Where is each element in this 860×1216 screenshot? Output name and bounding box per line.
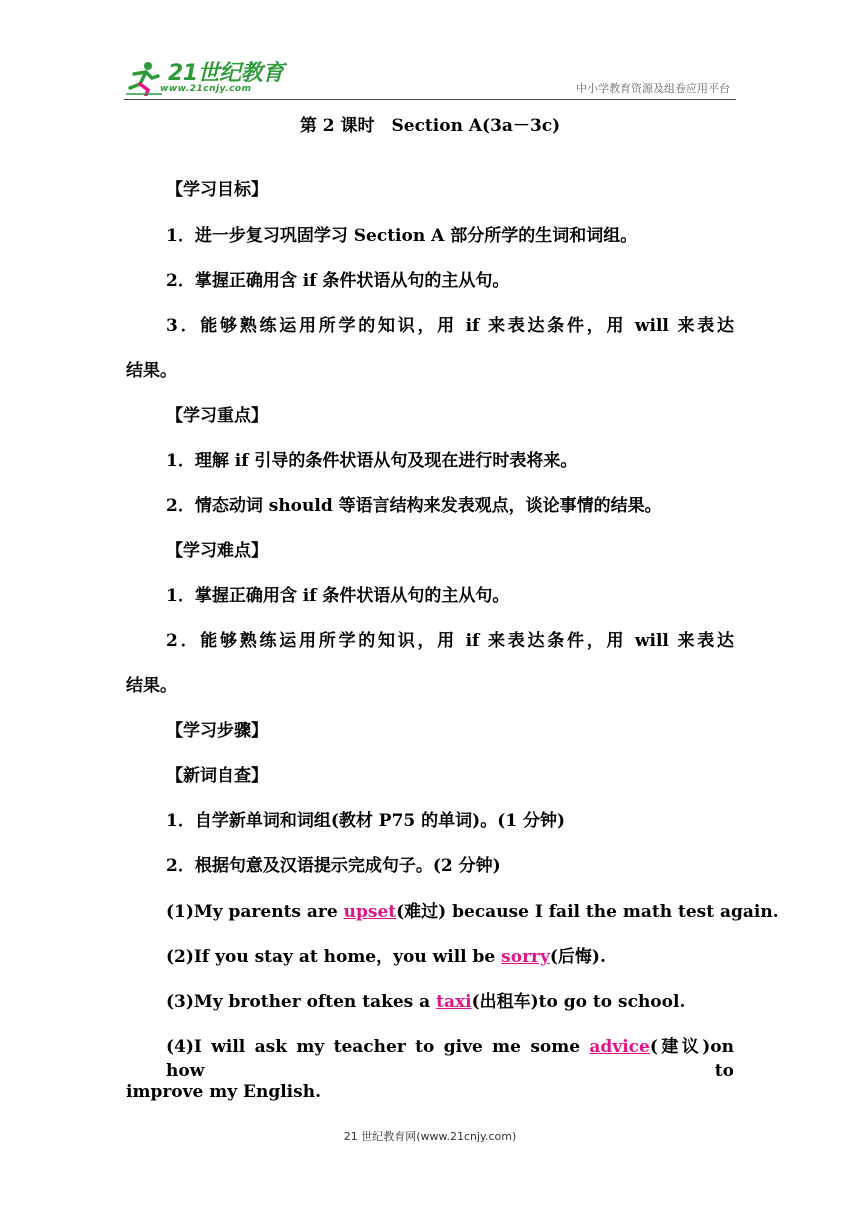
header-tagline: 中小学教育资源及组卷应用平台	[576, 82, 730, 95]
exercise-2-answer: sorry	[501, 947, 550, 967]
key-points-heading: 【学习重点】	[166, 406, 268, 426]
exercise-4-answer: advice	[589, 1037, 650, 1057]
exercise-2	[166, 945, 606, 969]
difficulty-item-2-cont: 结果。	[126, 676, 177, 696]
difficulty-item-1: 1．掌握正确用含 if 条件状语从句的主从句。	[166, 586, 510, 606]
goal-item-3-cont: 结果。	[126, 361, 177, 381]
step-item-2: 2．根据句意及汉语提示完成句子。(2 分钟)	[166, 856, 501, 876]
goal-item-2: 2．掌握正确用含 if 条件状语从句的主从句。	[166, 271, 510, 291]
exercise-3-suffix: (出租车)to go to school.	[471, 992, 686, 1012]
step-item-1: 1．自学新单词和词组(教材 P75 的单词)。(1 分钟)	[166, 811, 566, 831]
exercise-4	[166, 1035, 734, 1083]
exercise-2-prefix: (2)If you stay at home，you will be	[166, 947, 502, 967]
new-words-heading: 【新词自查】	[166, 766, 268, 786]
exercise-3-prefix: (3)My brother often takes a	[166, 992, 437, 1012]
difficulties-heading: 【学习难点】	[166, 541, 268, 561]
running-figure-icon	[124, 60, 164, 96]
exercise-1-prefix: (1)My parents are	[166, 902, 344, 922]
exercise-4-suffix: (建议)on how to	[166, 1037, 734, 1081]
exercise-3-answer: taxi	[436, 992, 472, 1012]
goals-heading: 【学习目标】	[166, 180, 268, 200]
logo-text: 21世纪教育	[168, 61, 284, 86]
page-header	[0, 0, 860, 100]
difficulty-item-2: 2．能够熟练运用所学的知识，用 if 来表达条件，用 will 来表达	[166, 631, 734, 651]
exercise-3	[166, 990, 685, 1014]
site-logo	[124, 60, 284, 100]
exercise-1-answer: upset	[343, 902, 397, 922]
exercise-1-suffix: (难过) because I fail the math test again.	[396, 902, 779, 922]
logo-url: www.21cnjy.com	[160, 84, 252, 94]
header-divider	[124, 99, 736, 100]
goal-item-1: 1．进一步复习巩固学习 Section A 部分所学的生词和词组。	[166, 226, 638, 246]
key-point-item-1: 1．理解 if 引导的条件状语从句及现在进行时表将来。	[166, 451, 578, 471]
exercise-4-prefix: (4)I will ask my teacher to give me some	[166, 1037, 590, 1057]
steps-heading: 【学习步骤】	[166, 721, 268, 741]
exercise-4-cont: improve my English.	[126, 1082, 321, 1102]
key-point-item-2: 2．情态动词 should 等语言结构来发表观点，谈论事情的结果。	[166, 496, 662, 516]
exercise-2-suffix: (后悔).	[549, 947, 606, 967]
exercise-1	[166, 900, 779, 924]
goal-item-3: 3．能够熟练运用所学的知识，用 if 来表达条件，用 will 来表达	[166, 316, 734, 336]
page-title: 第 2 课时 Section A(3a－3c)	[299, 116, 561, 136]
page-footer: 21 世纪教育网(www.21cnjy.com)	[343, 1130, 517, 1143]
